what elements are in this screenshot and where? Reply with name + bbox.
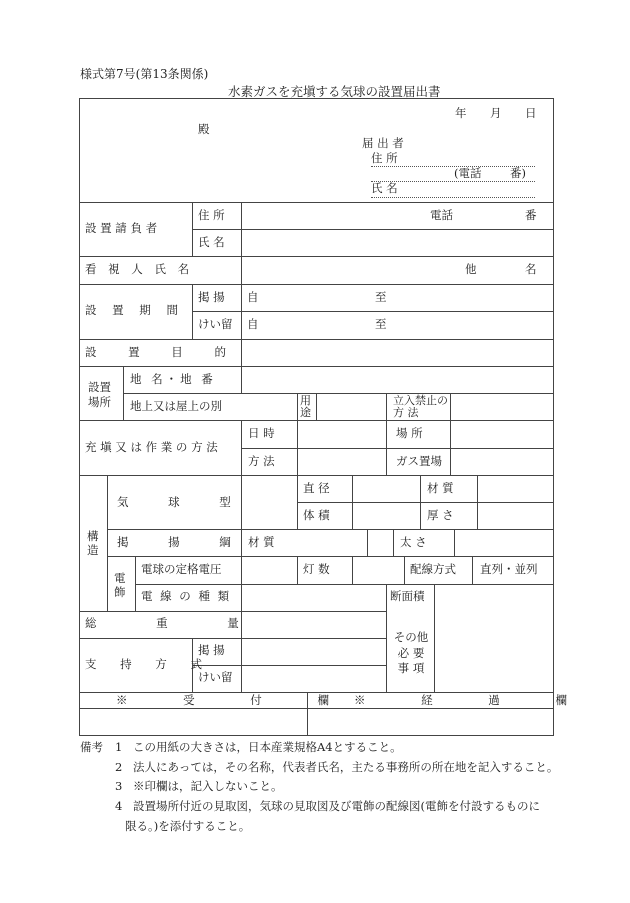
line: [297, 556, 298, 584]
line: [192, 311, 554, 312]
line: [404, 556, 405, 584]
wire-type-label: 電 線 の 種 類: [141, 589, 232, 603]
line: [241, 339, 242, 366]
line: [241, 256, 242, 284]
decoration-label: 電飾: [114, 571, 126, 599]
line: [241, 556, 242, 611]
line: [472, 556, 473, 584]
support-label: 支 持 方 式: [85, 657, 212, 671]
line: [297, 475, 298, 529]
method-label: 方 法: [248, 454, 275, 468]
day-label: 日: [525, 106, 537, 120]
line: [297, 393, 298, 420]
progress-label: ※ 経 過 欄: [354, 693, 593, 707]
location-label: 場 所: [396, 426, 423, 440]
volume-label: 体 積: [303, 508, 330, 522]
datetime-label: 日 時: [248, 426, 275, 440]
note-3-text: ※印欄は，記入しないこと。: [133, 779, 283, 793]
rope-material-label: 材 質: [248, 535, 275, 549]
line: [79, 366, 554, 367]
line: [107, 556, 554, 557]
line: [241, 448, 554, 449]
ground-roof-label: 地上又は屋上の別: [130, 399, 222, 413]
line: [79, 475, 554, 476]
line: [450, 420, 451, 475]
raise-rope-label: 掲 揚 綱: [117, 535, 249, 549]
installer-label: [85, 223, 187, 235]
period-raise-to: 至: [375, 290, 387, 304]
note-1-text: この用紙の大きさは，日本産業規格A4とすること。: [133, 740, 402, 754]
line: [79, 420, 554, 421]
notifier-name-label: 氏 名: [371, 181, 398, 195]
line: [386, 420, 387, 475]
line: [192, 202, 193, 256]
gas-place-label: ガス置場: [396, 454, 442, 468]
line: [192, 284, 193, 339]
line: [135, 584, 554, 585]
place-label: 設置場所: [88, 380, 111, 409]
bulb-voltage-label: 電球の定格電圧: [141, 562, 222, 576]
line: [79, 611, 386, 612]
line: [352, 475, 353, 529]
line: [241, 284, 242, 339]
line: [297, 420, 298, 475]
watcher-others: 他: [465, 262, 477, 276]
line: [297, 502, 554, 503]
note-4-num: 4: [115, 799, 123, 813]
diameter-label: 直 径: [303, 481, 330, 495]
notes-label: 備考: [80, 740, 103, 754]
line: [420, 475, 421, 529]
section-label: 断面積: [390, 589, 425, 603]
year-label: 年: [455, 106, 467, 120]
line: [79, 202, 554, 203]
line: [386, 393, 387, 420]
line: [477, 475, 478, 529]
phone-open: (電話: [454, 166, 482, 180]
line: [107, 529, 554, 530]
line: [241, 366, 242, 393]
period-label: 設 置 期 間: [85, 303, 184, 317]
rope-thickness-label: 太 さ: [400, 535, 427, 549]
receipt-label: ※ 受 付 欄: [116, 693, 355, 707]
line: [123, 366, 124, 420]
other-label: その他必 要事 項: [393, 630, 429, 676]
line: [454, 529, 455, 556]
line: [79, 256, 554, 257]
installer-phone-ban: 番: [525, 208, 537, 222]
support-raise-label: 掲 揚: [198, 643, 225, 657]
line: [135, 556, 136, 611]
line: [241, 420, 242, 475]
line: [79, 284, 554, 285]
thickness-label: 厚 さ: [427, 508, 454, 522]
note-1-num: 1: [115, 740, 123, 754]
line: [241, 202, 242, 256]
structure-label: 構造: [87, 529, 99, 557]
period-moor-label: けい留: [198, 317, 233, 331]
month-label: 月: [490, 106, 502, 120]
period-moor-from: 自: [247, 317, 259, 331]
balloon-type-label: 気 球 型: [117, 495, 249, 509]
note-2-text: 法人にあっては，その名称，代表者氏名，主たる事務所の所在地を記入すること。: [133, 760, 559, 774]
line: [192, 665, 386, 666]
note-4-text: 設置場所付近の見取図，気球の見取図及び電飾の配線図(電飾を付設するものに: [133, 799, 540, 813]
line: [107, 475, 108, 611]
watcher-count: 名: [525, 262, 537, 276]
addressee-label: 殿: [198, 122, 210, 136]
material-label: 材 質: [427, 481, 454, 495]
line: [123, 393, 554, 394]
support-moor-label: けい留: [198, 670, 233, 684]
line: [367, 529, 368, 556]
form-number: 様式第7号(第13条関係): [80, 67, 209, 81]
installer-phone-label: 電話: [430, 208, 453, 222]
line: [386, 584, 387, 692]
notifier-address-label: 住 所: [371, 151, 398, 165]
notifier-label: 届 出 者: [362, 136, 404, 150]
total-weight-label: 総 重 量: [85, 616, 267, 630]
watcher-label: 看 視 人 氏 名: [85, 262, 194, 276]
bulb-count-label: 灯 数: [303, 562, 330, 576]
line: [434, 584, 435, 692]
line: [79, 638, 386, 639]
line: [450, 393, 451, 420]
filling-label: 充 塡 又 は 作 業 の 方 法: [85, 440, 218, 454]
period-moor-to: 至: [375, 317, 387, 331]
use-label: 用途: [300, 394, 311, 419]
period-raise-from: 自: [247, 290, 259, 304]
land-label: 地 名・地 番: [130, 372, 216, 386]
restrict-label: 立入禁止の 方 法: [393, 394, 448, 419]
note-3-num: 3: [115, 779, 123, 793]
installer-text: 設 置 請 負 者: [85, 221, 158, 235]
series-parallel-label: 直列・並列: [480, 562, 538, 576]
purpose-label: 設 置 目 的: [85, 345, 240, 359]
form-title: 水素ガスを充塡する気球の設置届出書: [228, 84, 441, 99]
line: [316, 393, 317, 420]
line: [393, 529, 394, 556]
installer-name-label: 氏 名: [198, 235, 225, 249]
line: [79, 339, 554, 340]
installer-address-label: 住 所: [198, 208, 225, 222]
name-underline: [371, 197, 535, 198]
line: [192, 229, 554, 230]
note-4-cont: 限る。)を添付すること。: [125, 819, 251, 833]
wiring-label: 配線方式: [410, 562, 456, 576]
period-raise-label: 掲 揚: [198, 290, 225, 304]
line: [352, 556, 353, 584]
phone-close: 番): [510, 166, 526, 180]
note-2-num: 2: [115, 760, 123, 774]
line: [79, 708, 554, 709]
